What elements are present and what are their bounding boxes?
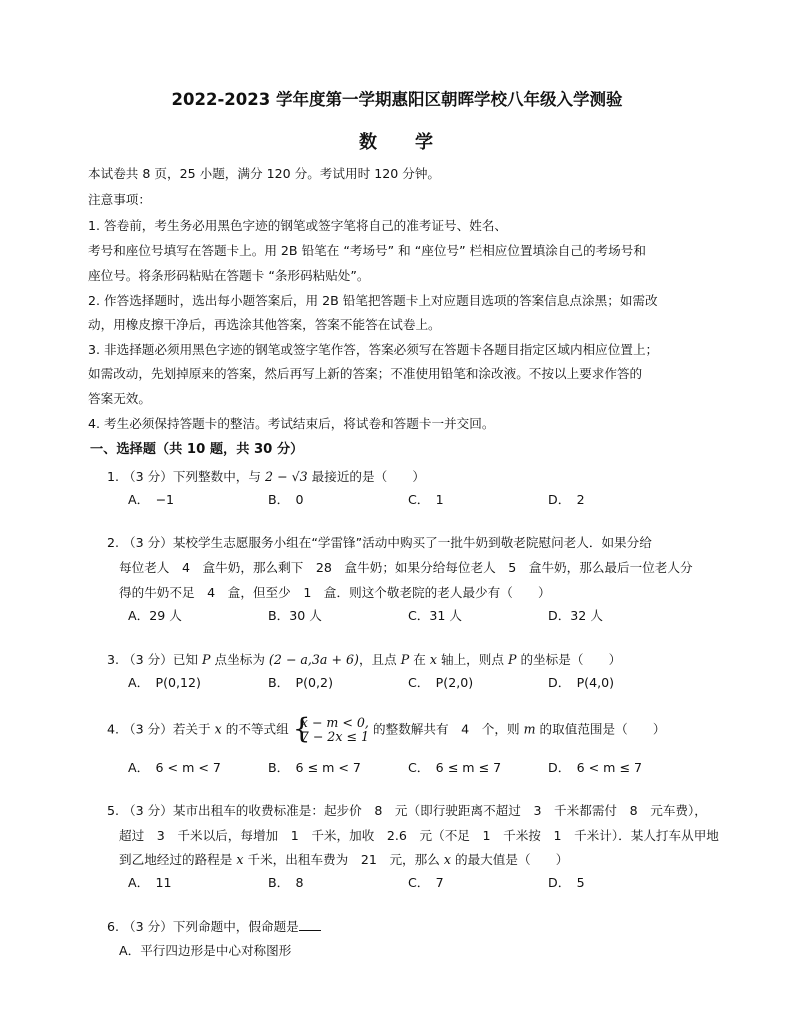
q1-option-a: A． −1 [128, 492, 175, 507]
notice-4: 4. 考生必须保持答题卡的整洁。考试结束后，将试卷和答题卡一并交回。 [88, 416, 495, 431]
q1-option-c: C． 1 [408, 492, 444, 507]
q4-option-c: C． 6 ≤ m ≤ 7 [408, 760, 502, 775]
q1-expression: 2 − √3 [265, 469, 308, 484]
subject-char-2: 学 [415, 132, 435, 153]
q4-option-b: B． 6 ≤ m < 7 [268, 760, 361, 775]
question-5-line3: 到乙地经过的路程是 x 千米，出租车费为 21 元，那么 x 的最大值是（ ） [119, 852, 569, 867]
question-2-line3: 得的牛奶不足 4 盒，但至少 1 盒．则这个敬老院的老人最少有（ ） [119, 585, 551, 600]
q1-option-d: D． 2 [548, 492, 585, 507]
subject-title [0, 128, 794, 154]
q3-option-a: A． P(0,12) [128, 675, 201, 690]
inequality-row-1: x − m < 0, [300, 715, 369, 730]
q1-option-b: B． 0 [268, 492, 304, 507]
q3-expression: (2 − a,3a + 6) [268, 652, 359, 667]
intro-line: 本试卷共 8 页，25 小题，满分 120 分。考试用时 120 分钟。 [88, 166, 441, 181]
q3-option-b: B． P(0,2) [268, 675, 333, 690]
question-1-stem: 1. （3 分）下列整数中，与 2 − √3 最接近的是（ ） [107, 469, 425, 484]
notice-title: 注意事项： [88, 192, 151, 207]
q5-option-a: A． 11 [128, 875, 172, 890]
notice-3a: 3. 非选择题必须用黑色字迹的钢笔或签字笔作答，答案必须写在答题卡各题目指定区域内相应位置上； [88, 342, 659, 357]
question-3-stem: 3. （3 分）已知 P 点坐标为 (2 − a,3a + 6)，且点 P 在 x 轴上，则点 P 的坐标是（ ） [107, 652, 622, 667]
question-2-line1: 2. （3 分）某校学生志愿服务小组在“学雷锋”活动中购买了一批牛奶到敬老院慰问老人．如果分给 [107, 535, 652, 550]
q3-option-d: D． P(4,0) [548, 675, 615, 690]
inequality-system: { x − m < 0, 7 − 2x ≤ 1 [292, 712, 369, 745]
subject-char-1: 数 [359, 132, 379, 153]
notice-3c: 答案无效。 [88, 391, 151, 406]
exam-title: 2022-2023 学年度第一学期惠阳区朝晖学校八年级入学测验 [171, 90, 623, 109]
q5-option-d: D． 5 [548, 875, 585, 890]
question-2-line2: 每位老人 4 盒牛奶，那么剩下 28 盒牛奶；如果分给每位老人 5 盒牛奶，那么最后一位老人分 [119, 560, 693, 575]
notice-3b: 如需改动，先划掉原来的答案，然后再写上新的答案；不准使用铅笔和涂改液。不按以上要求作答的 [88, 366, 643, 381]
question-5-line1: 5. （3 分）某市出租车的收费标准是：起步价 8 元（即行驶距离不超过 3 千米都需付 8 元车费）， [107, 803, 707, 818]
section-title: 一、选择题（共 10 题，共 30 分） [90, 442, 304, 457]
inequality-row-2: 7 − 2x ≤ 1 [300, 729, 369, 744]
q2-option-b: B．30 人 [268, 608, 322, 623]
q4-option-d: D． 6 < m ≤ 7 [548, 760, 642, 775]
question-5-line2: 超过 3 千米以后，每增加 1 千米，加收 2.6 元（不足 1 千米按 1 千米计）．某人打车从甲地 [119, 828, 719, 843]
q4-option-a: A． 6 < m < 7 [128, 760, 221, 775]
question-6-stem: 6. （3 分）下列命题中，假命题是 [107, 916, 321, 935]
notice-1c: 座位号。将条形码粘贴在答题卡 “条形码粘贴处”。 [88, 268, 370, 283]
notice-2b: 动，用橡皮擦干净后，再选涂其他答案，答案不能答在试卷上。 [88, 317, 441, 332]
q3-option-c: C． P(2,0) [408, 675, 474, 690]
q2-option-d: D．32 人 [548, 608, 603, 623]
notice-1a: 1. 答卷前，考生务必用黑色字迹的钢笔或签字笔将自己的准考证号、姓名、 [88, 218, 508, 233]
question-4-stem: 4. （3 分）若关于 x 的不等式组 { x − m < 0, 7 − 2x ≤ 1 的整数解共有 4 个，则 m 的取值范围是（ ） [107, 712, 666, 745]
q2-option-a: A．29 人 [128, 608, 182, 623]
q5-option-c: C． 7 [408, 875, 444, 890]
notice-1b: 考号和座位号填写在答题卡上。用 2B 铅笔在 “考场号” 和 “座位号” 栏相应位置填涂自己的考场号和 [88, 243, 646, 258]
q2-option-c: C．31 人 [408, 608, 463, 623]
q5-option-b: B． 8 [268, 875, 304, 890]
notice-2a: 2. 作答选择题时，选出每小题答案后，用 2B 铅笔把答题卡上对应题目选项的答案信息点涂黑；如需改 [88, 293, 658, 308]
answer-blank [299, 918, 321, 931]
q6-option-a: A．平行四边形是中心对称图形 [119, 943, 292, 958]
